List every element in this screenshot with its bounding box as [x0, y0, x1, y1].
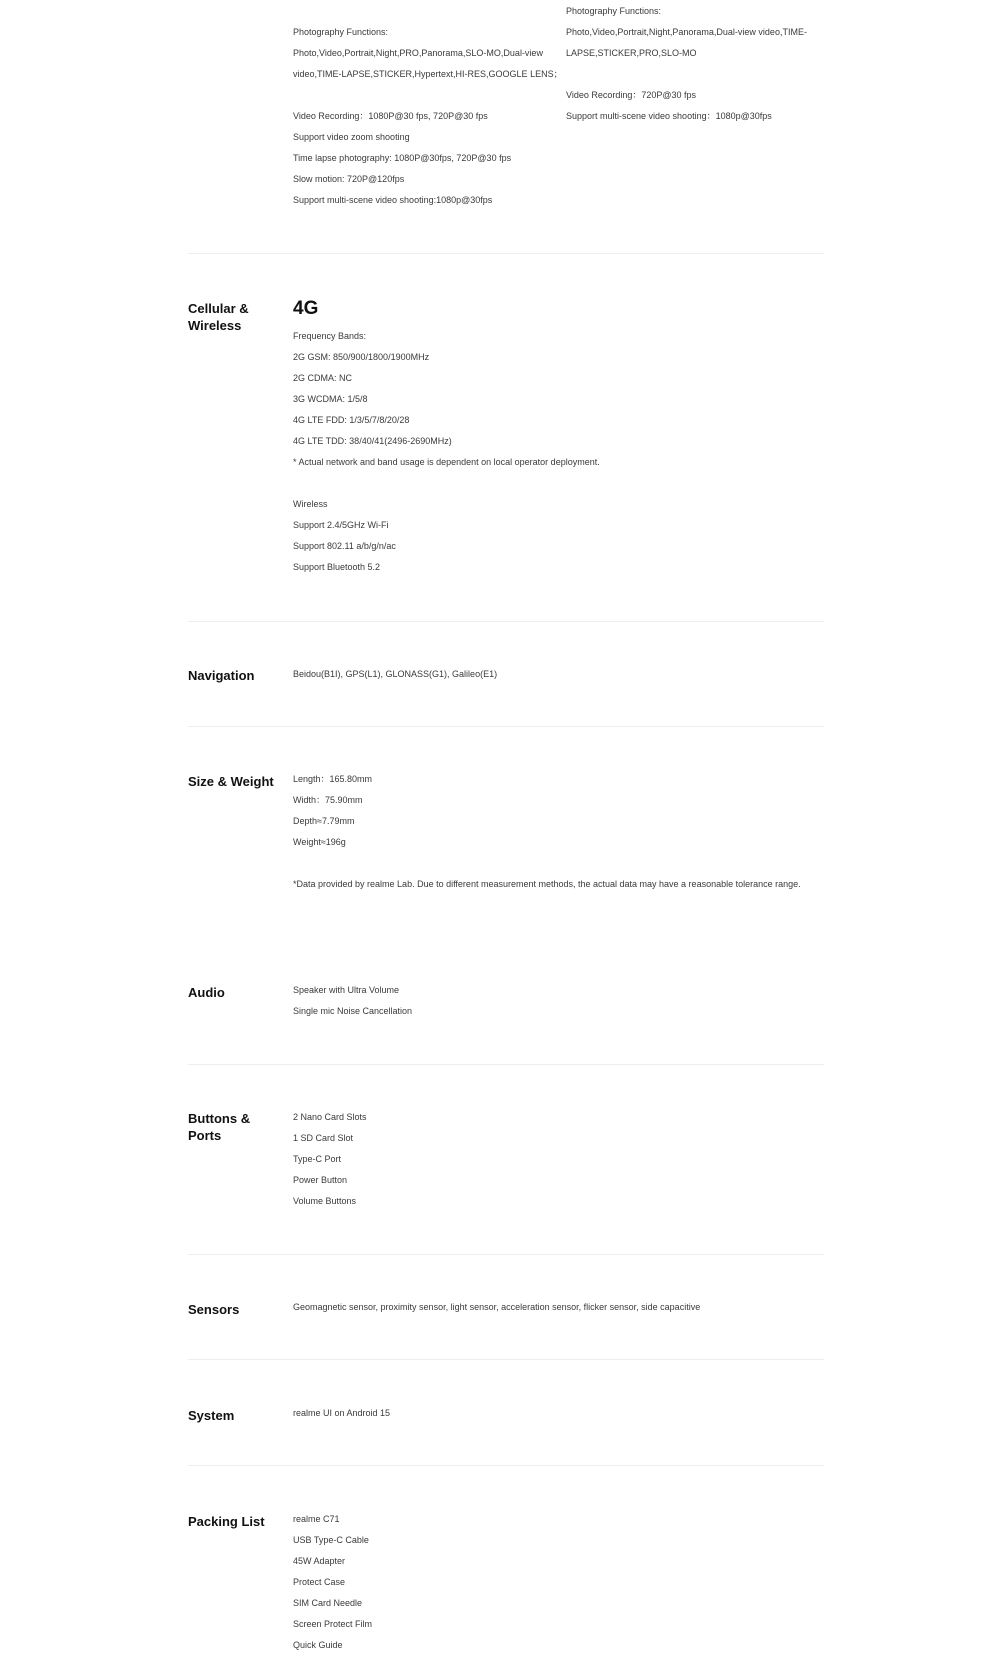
section-divider — [188, 253, 824, 254]
section-title: Packing List — [188, 1514, 265, 1529]
spec-line: Weight≈196g — [293, 837, 346, 847]
spec-line: Volume Buttons — [293, 1196, 357, 1206]
section-title: System — [188, 1408, 235, 1423]
spec-line: LAPSE,STICKER,PRO,SLO-MO — [566, 48, 697, 58]
section-divider — [188, 726, 824, 727]
section-title: Wireless — [188, 318, 242, 333]
section-divider — [188, 1254, 824, 1255]
spec-line: Support multi-scene video shooting:1080p@30fps — [293, 195, 493, 205]
spec-line: SIM Card Needle — [293, 1598, 363, 1608]
spec-line: Speaker with Ultra Volume — [293, 985, 400, 995]
spec-line: 2G CDMA: NC — [293, 373, 353, 383]
spec-line: * Actual network and band usage is dependent on local operator deployment. — [293, 457, 600, 467]
spec-line: Video Recording：1080P@30 fps, 720P@30 fps — [293, 111, 488, 121]
spec-line: Photo,Video,Portrait,Night,PRO,Panorama,SLO-MO,Dual-view — [293, 48, 543, 58]
section-title: Navigation — [188, 668, 255, 683]
spec-line: Photo,Video,Portrait,Night,Panorama,Dual-view video,TIME- — [566, 27, 807, 37]
spec-line: Support 2.4/5GHz Wi-Fi — [293, 520, 389, 530]
section-title: Buttons & — [188, 1111, 251, 1126]
spec-line: *Data provided by realme Lab. Due to different measurement methods, the actual data may have a reasonable tolerance range. — [293, 879, 801, 889]
spec-line: Geomagnetic sensor, proximity sensor, light sensor, acceleration sensor, flicker sensor, side capacitive — [293, 1302, 701, 1312]
section-title: Cellular & — [188, 301, 249, 316]
spec-line: 3G WCDMA: 1/5/8 — [293, 394, 368, 404]
spec-line: Time lapse photography: 1080P@30fps, 720P@30 fps — [293, 153, 512, 163]
spec-line: Support 802.11 a/b/g/n/ac — [293, 541, 396, 551]
spec-line: 45W Adapter — [293, 1556, 346, 1566]
spec-line: Length：165.80mm — [293, 774, 373, 784]
spec-line: 4G LTE TDD: 38/40/41(2496-2690MHz) — [293, 436, 452, 446]
spec-line: Protect Case — [293, 1577, 346, 1587]
network-heading: 4G — [293, 298, 319, 319]
spec-line: Single mic Noise Cancellation — [293, 1006, 413, 1016]
section-divider — [188, 1359, 824, 1360]
spec-line: 4G LTE FDD: 1/3/5/7/8/20/28 — [293, 415, 410, 425]
spec-line: Type-C Port — [293, 1154, 342, 1164]
spec-line: video,TIME-LAPSE,STICKER,Hypertext,HI-RES,GOOGLE LENS； — [293, 69, 563, 79]
spec-line: USB Type-C Cable — [293, 1535, 369, 1545]
spec-line: Depth≈7.79mm — [293, 816, 355, 826]
spec-line: realme C71 — [293, 1514, 340, 1524]
section-title: Audio — [188, 985, 225, 1000]
spec-line: Wireless — [293, 499, 328, 509]
spec-line: Support multi-scene video shooting：1080p@30fps — [566, 111, 772, 121]
spec-line: Power Button — [293, 1175, 348, 1185]
spec-line: Slow motion: 720P@120fps — [293, 174, 405, 184]
section-title: Ports — [188, 1128, 222, 1143]
section-divider — [188, 1465, 824, 1466]
section-divider — [188, 621, 824, 622]
spec-line: Support Bluetooth 5.2 — [293, 562, 381, 572]
section-title: Sensors — [188, 1302, 240, 1317]
spec-line: 1 SD Card Slot — [293, 1133, 354, 1143]
spec-line: Photography Functions: — [293, 27, 389, 37]
spec-line: Screen Protect Film — [293, 1619, 373, 1629]
spec-line: Quick Guide — [293, 1640, 343, 1650]
spec-line: 2G GSM: 850/900/1800/1900MHz — [293, 352, 430, 362]
spec-line: Width：75.90mm — [293, 795, 363, 805]
spec-line: Beidou(B1I), GPS(L1), GLONASS(G1), Galileo(E1) — [293, 669, 498, 679]
section-title: Size & Weight — [188, 774, 274, 789]
spec-line: Video Recording：720P@30 fps — [566, 90, 697, 100]
spec-line: Photography Functions: — [566, 6, 662, 16]
spec-line: Support video zoom shooting — [293, 132, 410, 142]
spec-line: Frequency Bands: — [293, 331, 367, 341]
section-divider — [188, 1064, 824, 1065]
spec-line: realme UI on Android 15 — [293, 1408, 391, 1418]
spec-line: 2 Nano Card Slots — [293, 1112, 367, 1122]
